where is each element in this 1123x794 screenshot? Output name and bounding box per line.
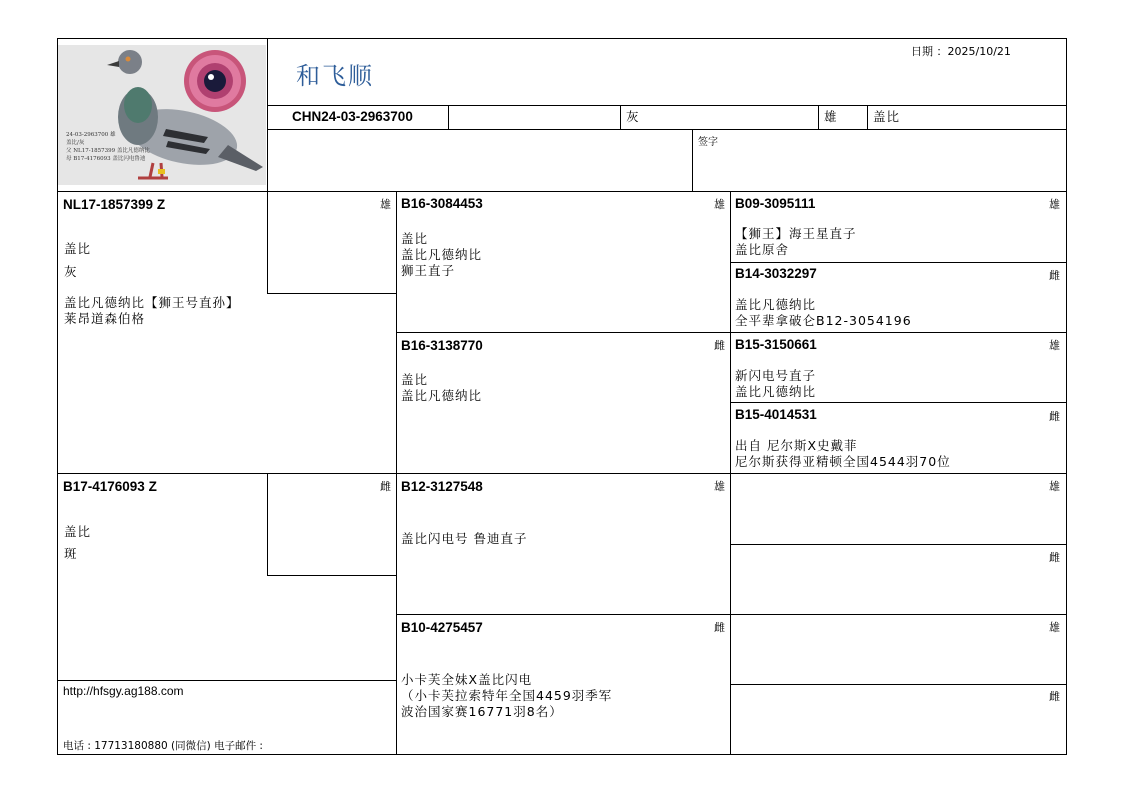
note-line: 出自 尼尔斯X史戴菲 — [735, 438, 858, 453]
photo-caption-line: 盖比/灰 — [66, 140, 85, 146]
great-grandparent-sex: 雄 — [1049, 198, 1060, 211]
bird-photo — [58, 45, 266, 185]
info-cell-divider — [867, 105, 868, 130]
gen3-divider — [730, 332, 1067, 333]
great-grandparent-ring-number: B14-3032297 — [735, 266, 817, 281]
great-grandparent-sex: 雌 — [1049, 551, 1060, 564]
note-line: 狮王直子 — [401, 263, 456, 278]
dam-box-bottom — [267, 575, 397, 576]
website-link[interactable]: http://hfsgy.ag188.com — [63, 684, 184, 698]
great-grandparent-ring-number: B15-3150661 — [735, 337, 817, 352]
note-line: 盖比 — [401, 231, 429, 246]
grandsire-sex: 雄 — [714, 480, 725, 493]
note-line: 盖比凡德纳比 — [401, 388, 483, 403]
border-right — [1066, 38, 1067, 755]
dam-box-sex: 雌 — [380, 480, 391, 493]
gen3-divider — [730, 544, 1067, 545]
gen3-divider — [730, 262, 1067, 263]
owner-name: 和飞顺 — [296, 62, 374, 90]
great-grandparent-note — [735, 297, 912, 329]
bird-ring-number: CHN24-03-2963700 — [292, 109, 413, 124]
note-line: 盖比凡德纳比 — [735, 384, 817, 399]
pedigree-top — [57, 191, 1067, 192]
gen3-divider — [730, 614, 1067, 615]
sire-note: 盖比凡德纳比【狮王号直孙】 — [64, 295, 240, 310]
great-grandparent-note — [735, 226, 857, 258]
bird-color: 灰 — [626, 109, 640, 124]
info-cell-divider — [620, 105, 621, 130]
border-top — [57, 38, 1067, 39]
photo-caption-line: 母 B17-4176093 盖比闪电鲁迪 — [66, 156, 146, 162]
header-divider — [267, 38, 268, 192]
signature-label: 签字 — [698, 137, 718, 148]
gen2-divider — [396, 614, 731, 615]
great-grandparent-sex: 雌 — [1049, 410, 1060, 423]
border-bottom — [57, 754, 1067, 755]
sire-ring-number: NL17-1857399 Z — [63, 197, 166, 212]
column-divider-2 — [730, 191, 731, 755]
sire-strain: 盖比 — [64, 241, 92, 256]
bird-strain: 盖比 — [873, 109, 901, 124]
granddam-note — [401, 372, 482, 404]
great-grandparent-sex: 雄 — [1049, 339, 1060, 352]
great-grandparent-sex: 雌 — [1049, 690, 1060, 703]
date-label: 日期 ：2025/10/21 — [911, 45, 1011, 58]
grandsire-ring-number: B16-3084453 — [401, 196, 483, 211]
gen3-divider — [730, 402, 1067, 403]
great-grandparent-sex: 雌 — [1049, 269, 1060, 282]
gen3-divider — [730, 684, 1067, 685]
great-grandparent-note — [735, 368, 816, 400]
note-line: 新闪电号直子 — [735, 368, 817, 383]
sire-box-sex: 雄 — [380, 198, 391, 211]
note-line: 尼尔斯获得亚精顿全国4544羽70位 — [735, 454, 951, 469]
info-cell-divider — [448, 105, 449, 130]
great-grandparent-note — [735, 438, 951, 470]
pigeon-illustration — [58, 45, 266, 185]
note-line: 【狮王】海王星直子 — [735, 226, 857, 241]
granddam-ring-number: B10-4275457 — [401, 620, 483, 635]
sire-box-left — [267, 191, 268, 294]
note-line: 波治国家赛16771羽8名） — [401, 704, 563, 719]
note-line: 盖比闪电号 鲁迪直子 — [401, 531, 528, 546]
granddam-ring-number: B16-3138770 — [401, 338, 483, 353]
grandsire-note — [401, 231, 482, 279]
note-line: 盖比凡德纳比 — [401, 247, 483, 262]
grandsire-note — [401, 531, 527, 547]
contact-info: 电话 : 17713180880 (同微信) 电子邮件 : — [63, 740, 263, 752]
granddam-note — [401, 672, 612, 720]
dam-ring-number: B17-4176093 Z — [63, 479, 157, 494]
sire-box-bottom — [267, 293, 397, 294]
note-line: （小卡芙拉索特年全国4459羽季军 — [401, 688, 613, 703]
info-row-bottom — [267, 129, 1067, 130]
dam-color: 斑 — [64, 546, 78, 561]
dam-box-left — [267, 473, 268, 576]
photo-caption-line: 父 NL17-1857399 盖比凡德纳比 — [66, 148, 150, 154]
note-line: 盖比凡德纳比 — [735, 297, 817, 312]
grandsire-ring-number: B12-3127548 — [401, 479, 483, 494]
note-line: 小卡芙全妹X盖比闪电 — [401, 672, 533, 687]
great-grandparent-sex: 雄 — [1049, 480, 1060, 493]
photo-caption-line: 24-03-2963700 雄 — [66, 132, 116, 138]
grandsire-sex: 雄 — [714, 198, 725, 211]
footer-divider — [57, 680, 397, 681]
great-grandparent-sex: 雄 — [1049, 621, 1060, 634]
column-divider-1 — [396, 191, 397, 755]
granddam-sex: 雌 — [714, 339, 725, 352]
dam-strain: 盖比 — [64, 524, 92, 539]
pedigree-middle — [57, 473, 1067, 474]
bird-sex: 雄 — [824, 109, 838, 124]
photo-caption — [66, 131, 150, 163]
great-grandparent-ring-number: B09-3095111 — [735, 196, 816, 211]
info-cell-divider — [818, 105, 819, 130]
note-line: 盖比 — [401, 372, 429, 387]
great-grandparent-ring-number: B15-4014531 — [735, 407, 817, 422]
gen2-divider — [396, 332, 731, 333]
sire-note: 莱昂道森伯格 — [64, 311, 146, 326]
signature-divider — [692, 129, 693, 192]
note-line: 盖比原舍 — [735, 242, 790, 257]
sire-color: 灰 — [64, 264, 78, 279]
note-line: 全平辈拿破仑B12-3054196 — [735, 313, 912, 328]
info-row-top — [267, 105, 1067, 106]
granddam-sex: 雌 — [714, 621, 725, 634]
